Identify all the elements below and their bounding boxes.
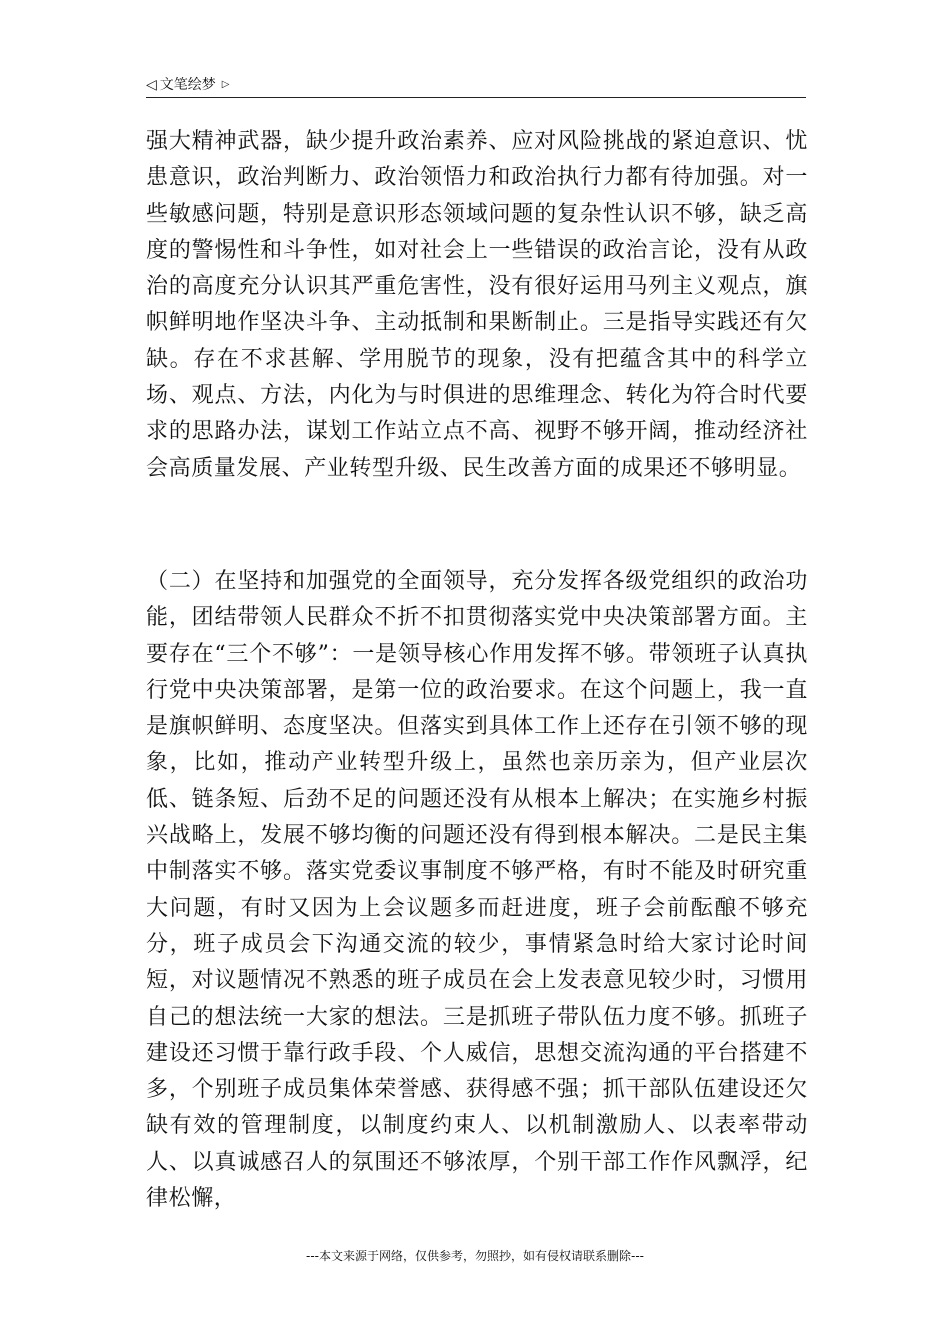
right-triangle-icon: ▷ bbox=[221, 79, 230, 90]
body-paragraph-2: （二）在坚持和加强党的全面领导，充分发挥各级党组织的政治功能，团结带领人民群众不折不扣贯彻落实党中央决策部署方面。主要存在“三个不够”：一是领导核心作用发挥不够。带领班子认真执行党中央决策部署，是第一位的政治要求。在这个问题上，我一直是旗帜鲜明、态度坚决。但落实到具体工作上还存在引领不够的现象，比如，推动产业转型升级上，虽然也亲历亲为，但产业层次低、链条短、后劲不足的问题还没有从根本上解决；在实施乡村振兴战略上，发展不够均衡的问题还没有得到根本解决。二是民主集中制落实不够。落实党委议事制度不够严格，有时不能及时研究重大问题，有时又因为上会议题多而赶进度，班子会前酝酿不够充分，班子成员会下沟通交流的较少，事情紧急时给大家讨论时间短，对议题情况不熟悉的班子成员在会上发表意见较少时，习惯用自己的想法统一大家的想法。三是抓班子带队伍力度不够。抓班子建设还习惯于靠行政手段、个人威信，思想交流沟通的平台搭建不多，个别班子成员集体荣誉感、获得感不强；抓干部队伍建设还欠缺有效的管理制度，以制度约束人、以机制激励人、以表率带动人、以真诚感召人的氛围还不够浓厚，个别干部工作作风飘浮，纪律松懈， bbox=[146, 569, 808, 1212]
page-header bbox=[146, 74, 806, 96]
footer-disclaimer: ---本文来源于网络，仅供参考，勿照抄，如有侵权请联系删除--- bbox=[306, 1249, 644, 1263]
header-title: 文笔绘梦 bbox=[159, 77, 216, 93]
header-divider bbox=[146, 97, 806, 98]
body-paragraph-1: 强大精神武器，缺少提升政治素养、应对风险挑战的紧迫意识、忧患意识，政治判断力、政治领悟力和政治执行力都有待加强。对一些敏感问题，特别是意识形态领域问题的复杂性认识不够，缺乏高度的警惕性和斗争性，如对社会上一些错误的政治言论，没有从政治的高度充分认识其严重危害性，没有很好运用马列主义观点，旗帜鲜明地作坚决斗争、主动抵制和果断制止。三是指导实践还有欠缺。存在不求甚解、学用脱节的现象，没有把蕴含其中的科学立场、观点、方法，内化为与时俱进的思维理念、转化为符合时代要求的思路办法，谋划工作站立点不高、视野不够开阔，推动经济社会高质量发展、产业转型升级、民生改善方面的成果还不够明显。 bbox=[146, 129, 808, 481]
left-triangle-icon: ◁ bbox=[146, 77, 157, 93]
